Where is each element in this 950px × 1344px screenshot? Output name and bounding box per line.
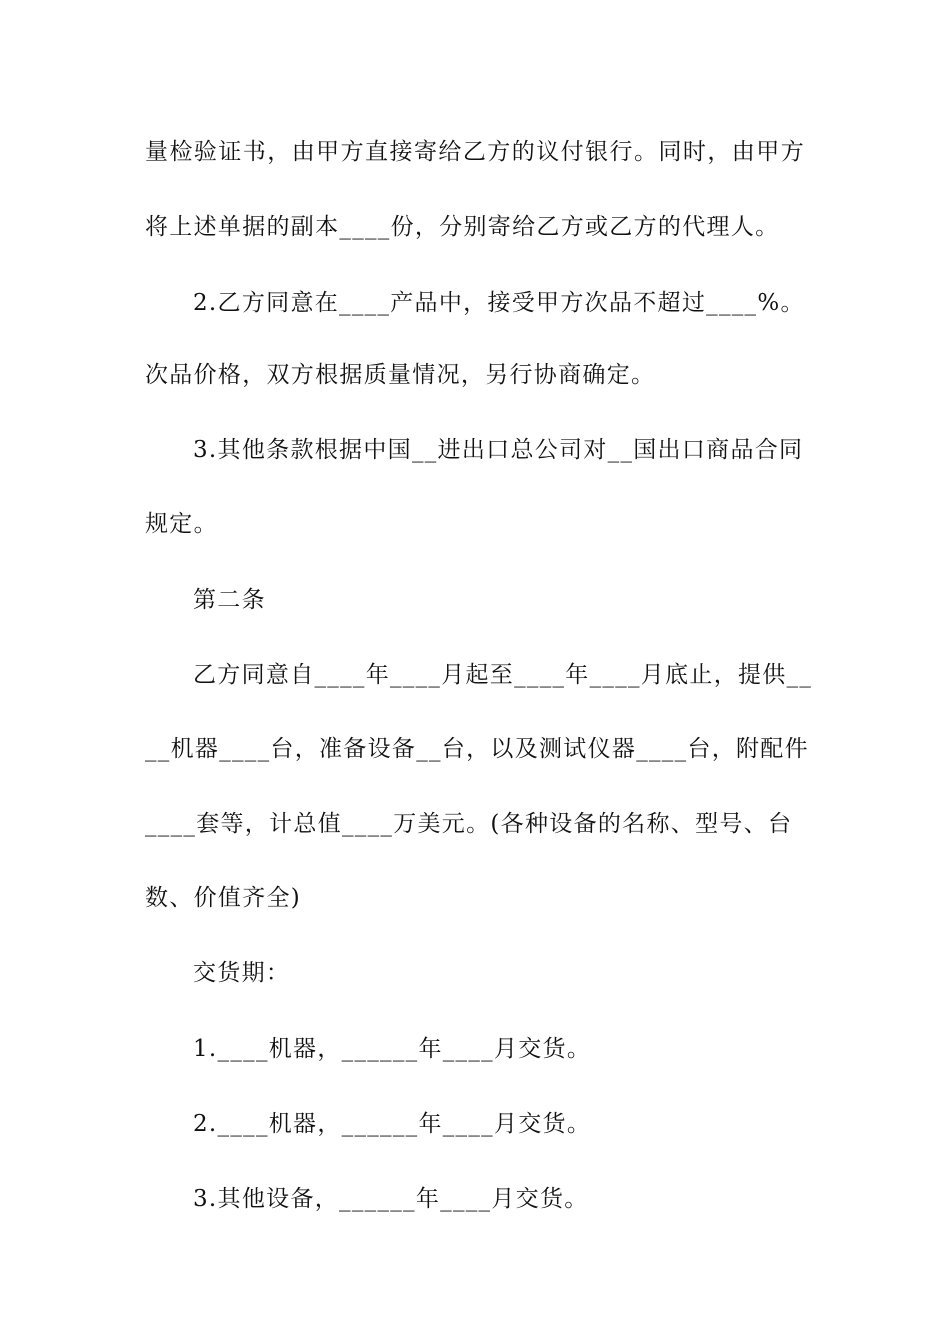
clause-3-line-1: 3.其他条款根据中国__进出口总公司对__国出口商品合同 <box>193 437 804 463</box>
delivery-item-1: 1.____机器，______年____月交货。 <box>193 1036 592 1062</box>
paragraph-line-1: 量检验证书，由甲方直接寄给乙方的议付银行。同时，由甲方 <box>145 139 805 165</box>
article-line-1: 乙方同意自____年____月起至____年____月底止，提供__ <box>193 662 813 688</box>
clause-3-line-2: 规定。 <box>145 511 218 537</box>
article-line-2: __机器____台，准备设备__台，以及测试仪器____台，附配件 <box>145 736 809 762</box>
article-heading: 第二条 <box>193 587 266 613</box>
article-line-3: ____套等，计总值____万美元。(各种设备的名称、型号、台 <box>145 811 793 837</box>
delivery-item-3: 3.其他设备，______年____月交货。 <box>193 1186 589 1212</box>
delivery-item-2: 2.____机器，______年____月交货。 <box>193 1111 592 1137</box>
clause-2-line-2: 次品价格，双方根据质量情况，另行协商确定。 <box>145 362 656 388</box>
delivery-heading: 交货期： <box>193 960 291 986</box>
clause-2-line-1: 2.乙方同意在____产品中，接受甲方次品不超过____%。 <box>193 290 805 316</box>
paragraph-line-2: 将上述单据的副本____份，分别寄给乙方或乙方的代理人。 <box>145 214 780 240</box>
article-line-4: 数、价值齐全) <box>145 885 302 911</box>
